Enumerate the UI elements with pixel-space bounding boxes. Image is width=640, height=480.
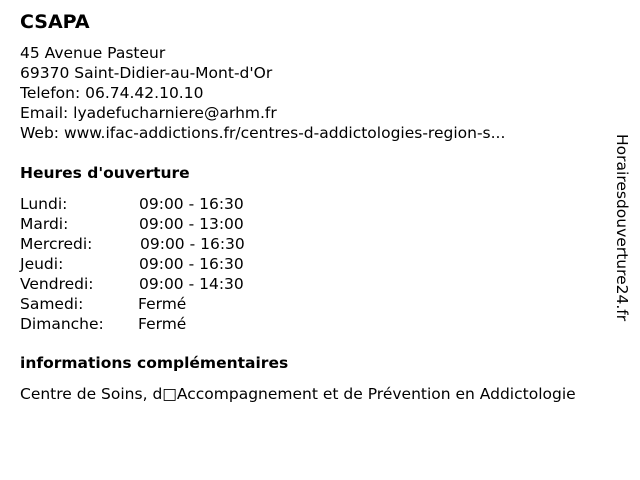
hours-table: [20, 194, 320, 334]
hours-row-wednesday: [20, 234, 320, 254]
page-title: CSAPA: [20, 11, 90, 33]
email-line: Email: lyadefucharniere@arhm.fr: [20, 104, 277, 122]
web-line: Web: www.ifac-addictions.fr/centres-d-addictologies-region-s...: [20, 124, 506, 142]
hours-row-sunday: [20, 314, 320, 334]
day-label: Vendredi:: [20, 275, 94, 293]
day-label: Dimanche:: [20, 315, 104, 333]
day-label: Lundi:: [20, 195, 68, 213]
contact-block: [20, 43, 595, 143]
time-value: 09:00 - 14:30: [139, 275, 244, 293]
info-heading: informations complémentaires: [20, 354, 289, 372]
time-value: 09:00 - 16:30: [139, 195, 244, 213]
time-value: 09:00 - 16:30: [140, 235, 245, 253]
day-label: Mercredi:: [20, 235, 93, 253]
hours-row-saturday: [20, 294, 320, 314]
hours-row-thursday: [20, 254, 320, 274]
hours-row-monday: [20, 194, 320, 214]
day-label: Samedi:: [20, 295, 84, 313]
info-description: Centre de Soins, d□Accompagnement et de Prévention en Addictologie: [20, 385, 576, 403]
time-value: 09:00 - 16:30: [139, 255, 244, 273]
address-city: 69370 Saint-Didier-au-Mont-d'Or: [20, 64, 273, 82]
time-value: Fermé: [138, 295, 187, 313]
hours-heading: Heures d'ouverture: [20, 164, 190, 182]
hours-row-tuesday: [20, 214, 320, 234]
day-label: Mardi:: [20, 215, 69, 233]
hours-row-friday: [20, 274, 320, 294]
time-value: 09:00 - 13:00: [139, 215, 244, 233]
address-street: 45 Avenue Pasteur: [20, 44, 166, 62]
day-label: Jeudi:: [20, 255, 64, 273]
side-brand-text: Horairesdouverture24.fr: [613, 134, 631, 322]
phone-line: Telefon: 06.74.42.10.10: [20, 84, 204, 102]
time-value: Fermé: [138, 315, 187, 333]
